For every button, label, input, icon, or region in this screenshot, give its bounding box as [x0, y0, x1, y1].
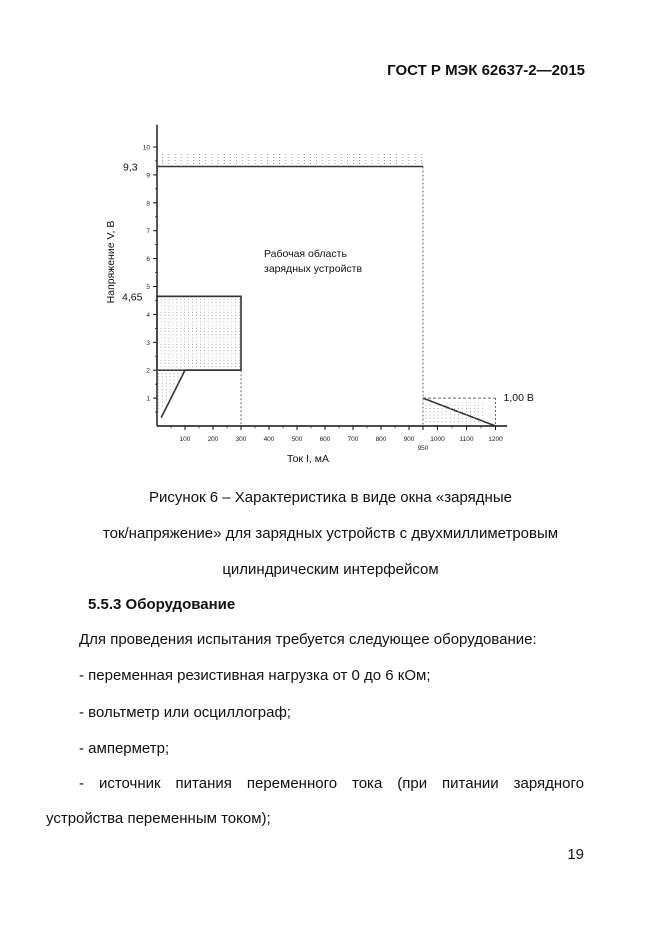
x-tick-label: 950 [417, 445, 429, 452]
x-tick-label: 1100 [459, 436, 474, 443]
y-tick-label: 2 [146, 367, 150, 375]
x-axis-label: Ток I, мА [287, 453, 329, 465]
y-tick-label: 1 [146, 395, 150, 403]
y-tick-label: 10 [142, 144, 150, 152]
page-number: 19 [567, 846, 584, 863]
list-item: - переменная резистивная нагрузка от 0 до 6 кОм; [79, 667, 431, 684]
chart-axes [153, 125, 507, 430]
x-tick-label: 1000 [430, 436, 445, 443]
x-tick-label: 200 [207, 436, 219, 443]
ramp-line [161, 370, 241, 417]
low-power-window-box [157, 296, 241, 370]
y-tick-label: 8 [146, 200, 150, 208]
list-item: - амперметр; [79, 740, 170, 757]
y-tick-label: 7 [146, 228, 150, 236]
document-header: ГОСТ Р МЭК 62637-2—2015 [387, 62, 585, 79]
y-tick-label: 3 [146, 339, 150, 347]
x-tick-label: 1200 [488, 436, 503, 443]
section-heading: 5.5.3 Оборудование [88, 596, 236, 613]
x-tick-label: 400 [263, 436, 275, 443]
annotation-9-3: 9,3 [123, 161, 138, 174]
x-tick-label: 100 [179, 436, 191, 443]
region-label-line-1: Рабочая область [264, 248, 347, 260]
y-tick-label: 4 [146, 311, 150, 319]
y-axis-label: Напряжение V, В [105, 220, 117, 304]
y-tick-label: 9 [146, 172, 150, 180]
y-tick-label: 6 [146, 256, 150, 264]
annotation-4-65: 4,65 [122, 291, 143, 304]
x-tick-label: 500 [291, 436, 303, 443]
x-tick-label: 700 [347, 436, 359, 443]
section-intro: Для проведения испытания требуется следующее оборудование: [79, 631, 537, 648]
list-item: - источник питания переменного тока (при питании зарядного [79, 775, 584, 792]
list-item: - вольтметр или осциллограф; [79, 704, 291, 721]
y-tick-label: 5 [146, 284, 150, 291]
x-tick-label: 600 [319, 436, 331, 443]
annotation-1v: 1,00 В [503, 392, 534, 405]
x-tick-label: 800 [375, 436, 387, 443]
x-tick-label: 900 [403, 436, 415, 443]
region-label-line-2: зарядных устройств [264, 263, 363, 275]
list-item-continuation: устройства переменным током); [46, 810, 271, 827]
figure-caption-line-1: Рисунок 6 – Характеристика в виде окна «зарядные [149, 489, 512, 506]
x-tick-label: 300 [235, 436, 247, 443]
chart-labels [105, 145, 534, 466]
figure-caption-line-2: ток/напряжение» для зарядных устройств с двухмиллиметровым [102, 525, 559, 542]
chart-marks [157, 154, 496, 426]
figure-caption-line-3: цилиндрическим интерфейсом [222, 561, 439, 578]
